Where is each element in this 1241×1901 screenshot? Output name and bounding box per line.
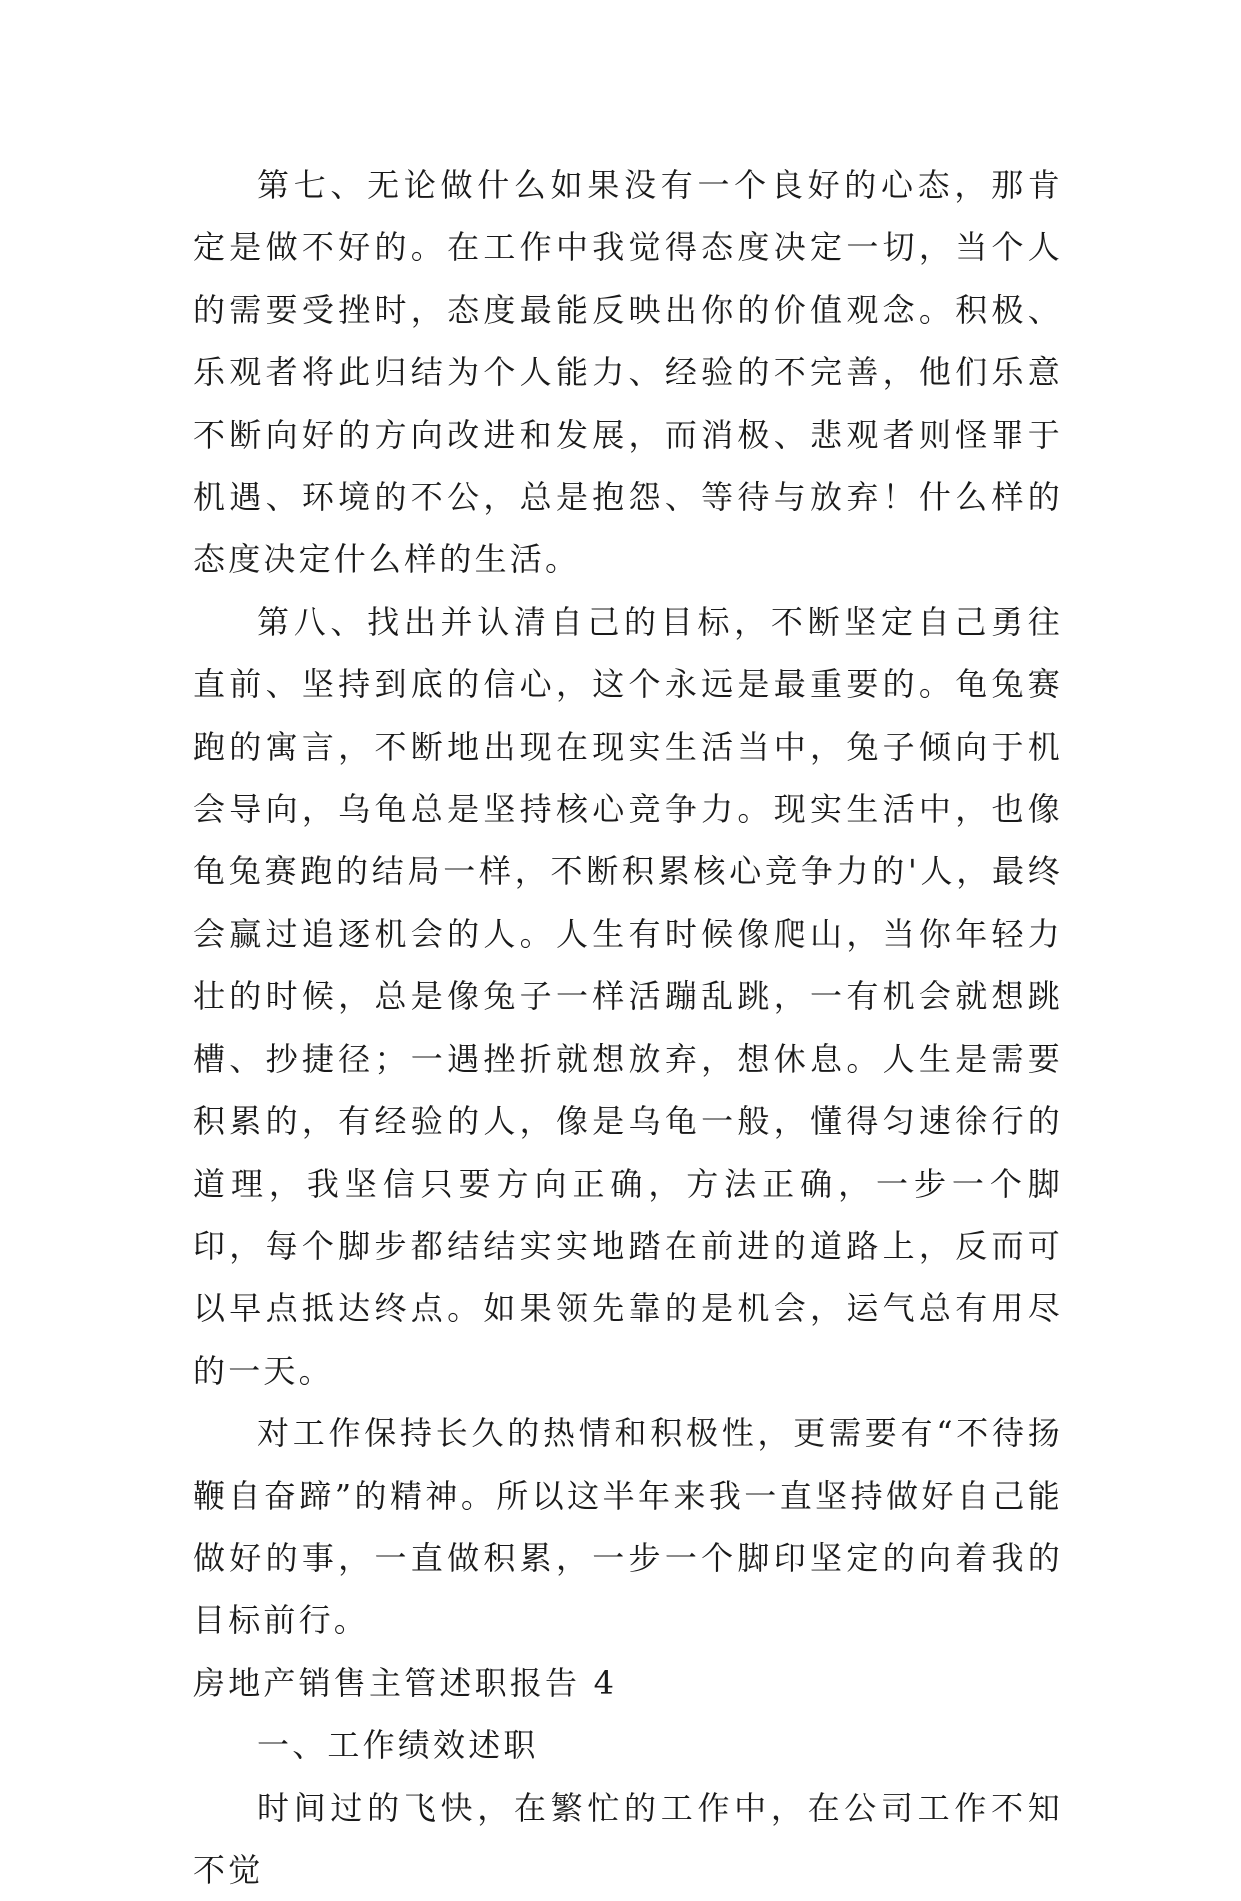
report-title: 房地产销售主管述职报告 4: [193, 1663, 618, 1702]
section-heading: 一、工作绩效述职: [257, 1726, 539, 1765]
paragraph-seventh-point: 第七、无论做什么如果没有一个良好的心态，那肯定是做不好的。在工作中我觉得态度决定一切，当个人的需要受挫时，态度最能反映出你的价值观念。积极、乐观者将此归结为个人能力、经验的不完善，他们乐意不断向好的方向改进和发展，而消极、悲观者则怪罪于机遇、环境的不公，总是抱怨、等待与放弃！什么样的态度决定什么样的生活。: [193, 166, 1063, 579]
paragraph-eighth-point: 第八、找出并认清自己的目标，不断坚定自己勇往直前、坚持到底的信心，这个永远是最重要的。龟兔赛跑的寓言，不断地出现在现实生活当中，兔子倾向于机会导向，乌龟总是坚持核心竞争力。现实生活中，也像龟兔赛跑的结局一样，不断积累核心竞争力的'人，最终会赢过追逐机会的人。人生有时候像爬山，当你年轻力壮的时候，总是像兔子一样活蹦乱跳，一有机会就想跳槽、抄捷径；一遇挫折就想放弃，想休息。人生是需要积累的，有经验的人，像是乌龟一般，懂得匀速徐行的道理，我坚信只要方向正确，方法正确，一步一个脚印，每个脚步都结结实实地踏在前进的道路上，反而可以早点抵达终点。如果领先靠的是机会，运气总有用尽的一天。: [193, 602, 1063, 1390]
document-body: [193, 154, 1063, 1901]
paragraph-time-flies: 时间过的飞快，在繁忙的工作中，在公司工作不知不觉: [193, 1788, 1063, 1889]
paragraph-work-enthusiasm: 对工作保持长久的热情和积极性，更需要有“不待扬鞭自奋蹄”的精神。所以这半年来我一直坚持做好自己能做好的事，一直做积累，一步一个脚印坚定的向着我的目标前行。: [193, 1414, 1063, 1640]
